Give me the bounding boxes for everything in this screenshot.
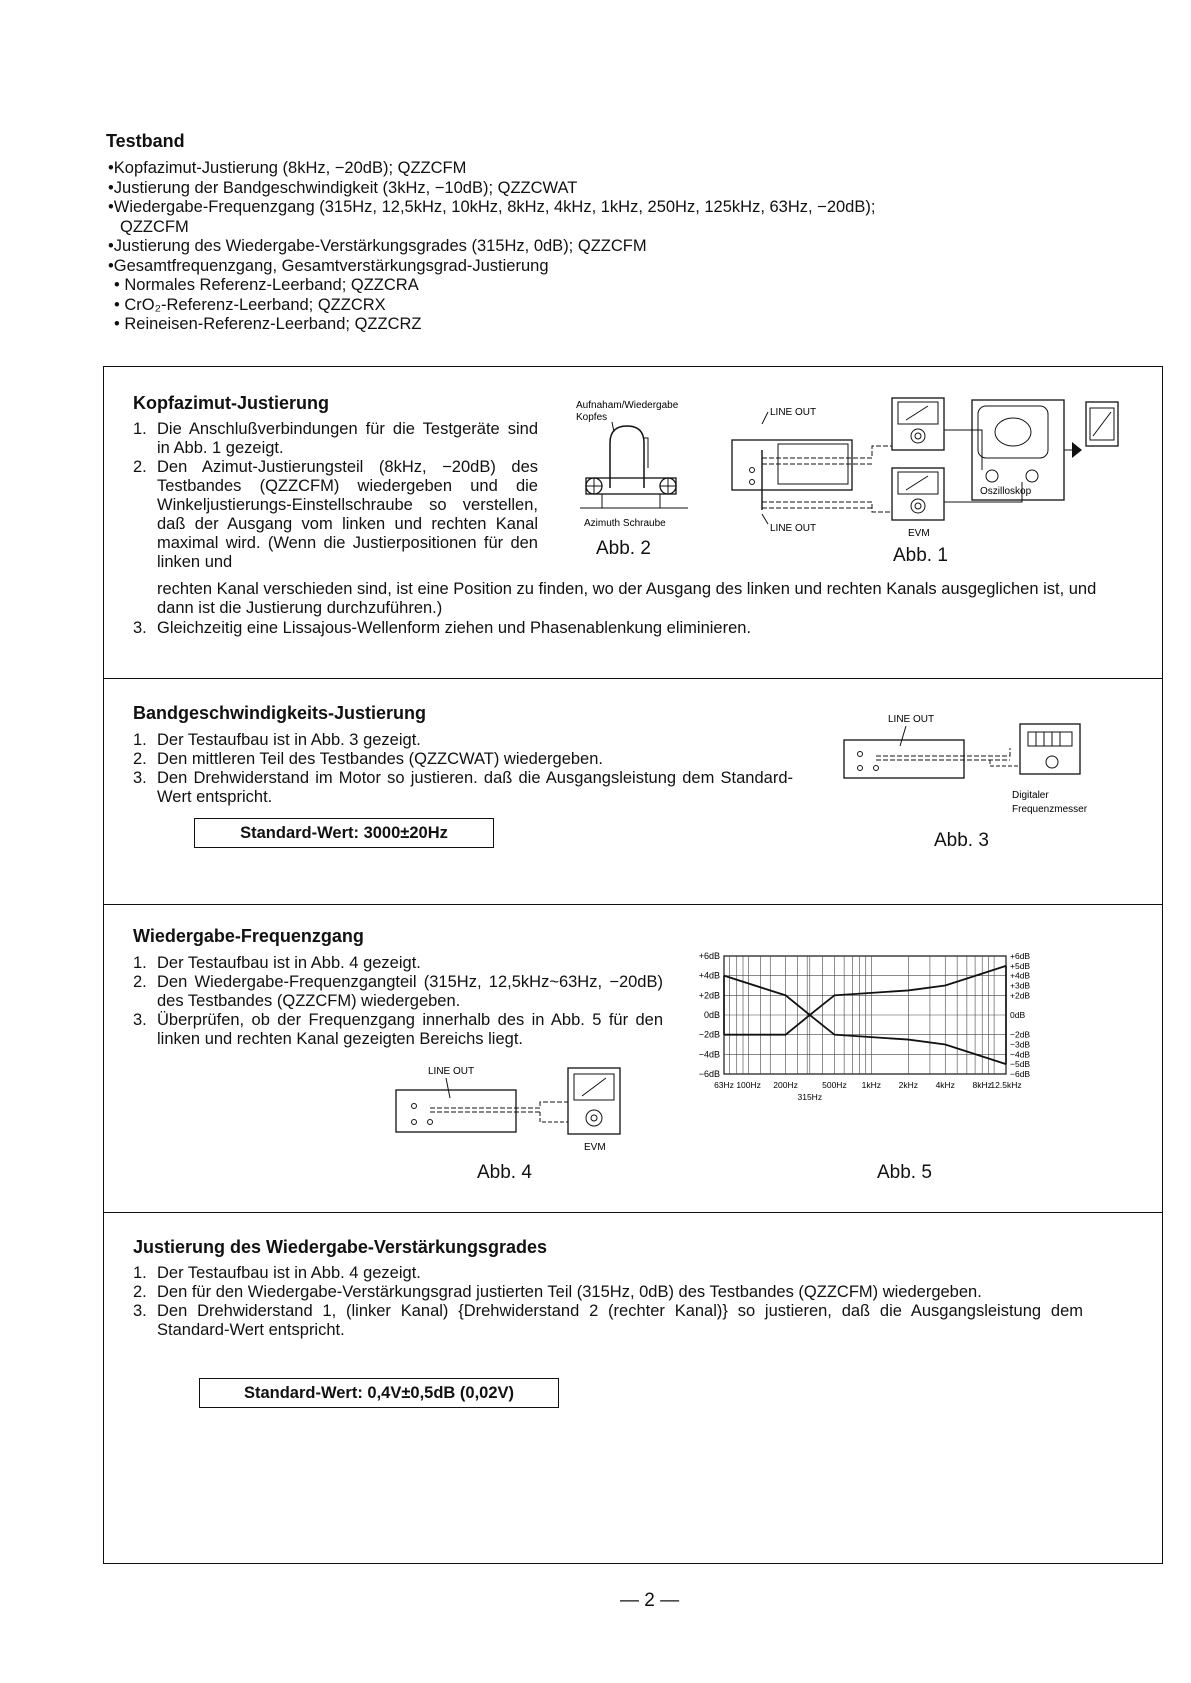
step-text-continued: rechten Kanal verschieden sind, ist eine Position zu finden, wo der Ausgang des linken und rechten Kanals ausgeglichen ist, und dann ist die Justierung durchzuführen.) — [157, 580, 1097, 617]
x-tick-label: 500Hz — [822, 1080, 847, 1090]
testband-item: •Wiedergabe-Frequenzgang (315Hz, 12,5kHz, 10kHz, 8kHz, 4kHz, 1kHz, 250Hz, 125kHz, 63Hz, −20dB); — [108, 198, 876, 216]
testband-title: Testband — [106, 131, 185, 151]
y-tick-label-right: +3dB — [1010, 980, 1031, 991]
step-item — [133, 750, 793, 769]
y-tick-label: −6dB — [698, 1069, 720, 1079]
upper-limit-line — [724, 966, 1006, 1015]
divider — [103, 678, 1163, 679]
testband-item: •Justierung des Wiedergabe-Verstärkungsgrades (315Hz, 0dB); QZZCFM — [108, 237, 647, 255]
testband-item: •Justierung der Bandgeschwindigkeit (3kHz, −10dB); QZZCWAT — [108, 178, 578, 197]
x-tick-label: 100Hz — [736, 1080, 761, 1090]
line-out-label: LINE OUT — [428, 1066, 475, 1077]
oscilloscope-label: Oszilloskop — [980, 486, 1032, 497]
step-item — [133, 619, 1093, 638]
step-text: Den Drehwiderstand im Motor so justieren. daß die Ausgangsleistung dem Standard-Wert entspricht. — [157, 769, 793, 806]
counter-label: Frequenzmesser — [1012, 804, 1088, 815]
head-diagram — [572, 398, 692, 533]
page-number: — 2 — — [620, 1590, 680, 1611]
step-number: 1. — [133, 731, 147, 749]
step-number: 2. — [133, 1283, 147, 1301]
y-tick-label-right: +6dB — [1010, 951, 1031, 961]
step-number: 3. — [133, 1011, 147, 1029]
step-number: 3. — [133, 619, 147, 637]
testband-item: QZZCFM — [120, 217, 189, 236]
y-tick-label-right: +4dB — [1010, 970, 1031, 981]
y-tick-label: +4dB — [698, 970, 720, 981]
line-out-label: LINE OUT — [770, 407, 817, 418]
testband-item: • CrO₂-Referenz-Leerband; QZZCRX — [114, 295, 386, 314]
line-out-label: LINE OUT — [888, 714, 935, 725]
lower-limit-line — [724, 1015, 1006, 1064]
step-text: Den Azimut-Justierungsteil (8kHz, −20dB) des Testbandes (QZZCFM) wiedergeben und die Winkeljustierungs-Einstellschraube so verstellen, daß der Ausgang vom linken und rechten Kanal maximal wird. (Wenn die Justierpositionen für den linken und — [157, 458, 538, 571]
y-tick-label: −4dB — [698, 1049, 720, 1060]
x-tick-label: 63Hz — [714, 1080, 734, 1090]
step-item — [133, 1011, 663, 1049]
section-title: Bandgeschwindigkeits-Justierung — [133, 703, 427, 723]
x-tick-label: 2kHz — [898, 1080, 919, 1090]
step-item — [133, 420, 538, 572]
step-item — [133, 1264, 1083, 1283]
y-tick-label-right: +2dB — [1010, 990, 1031, 1001]
step-number: 3. — [133, 769, 147, 787]
divider — [103, 904, 1163, 905]
step-item — [133, 973, 663, 1011]
step-text: Den Drehwiderstand 1, (linker Kanal) {Drehwiderstand 2 (rechter Kanal)} so justieren, daß die Ausgangsleistung dem Standard-Wert entspricht. — [157, 1302, 1083, 1339]
connection-diagram — [722, 390, 1122, 540]
step-number: 1. — [133, 1264, 147, 1282]
section-title: Kopfazimut-Justierung — [133, 393, 329, 413]
testband-item: •Kopfazimut-Justierung (8kHz, −20dB); QZZCFM — [108, 159, 467, 177]
x-tick-label: 1kHz — [861, 1080, 882, 1090]
y-tick-label: +2dB — [698, 990, 720, 1001]
figure-label: Abb. 3 — [934, 830, 989, 851]
step-list — [133, 1264, 1083, 1340]
step-number: 1. — [133, 954, 147, 972]
step-item — [133, 1302, 1083, 1340]
step-number: 3. — [133, 1302, 147, 1320]
step-text: Gleichzeitig eine Lissajous-Wellenform ziehen und Phasenablenkung eliminieren. — [157, 619, 752, 637]
step-text: Die Anschlußverbindungen für die Testgeräte sind in Abb. 1 gezeigt. — [157, 420, 538, 457]
divider — [103, 1212, 1163, 1213]
y-tick-label-right: 0dB — [1010, 1010, 1026, 1020]
head-label: Aufnaham/Wiedergabe — [576, 400, 679, 411]
section-title: Wiedergabe-Frequenzgang — [133, 926, 364, 946]
y-tick-label-right: −4dB — [1010, 1049, 1031, 1060]
standard-value-box: Standard-Wert: 3000±20Hz — [194, 818, 494, 848]
step-item — [133, 731, 793, 750]
x-tick-label: 315Hz — [797, 1092, 823, 1102]
y-tick-label: −2dB — [698, 1029, 720, 1040]
testband-item: • Normales Referenz-Leerband; QZZCRA — [114, 276, 419, 294]
figure-label: Abb. 1 — [893, 545, 948, 566]
y-tick-label: 0dB — [703, 1010, 720, 1020]
step-text: Den mittleren Teil des Testbandes (QZZCWAT) wiedergeben. — [157, 750, 603, 768]
testband-item: • Reineisen-Referenz-Leerband; QZZCRZ — [114, 315, 422, 333]
testband-list — [108, 159, 1048, 335]
step-list — [133, 954, 663, 1049]
step-number: 2. — [133, 973, 147, 991]
step-text: Der Testaufbau ist in Abb. 4 gezeigt. — [157, 954, 421, 972]
y-tick-label-right: −6dB — [1010, 1069, 1031, 1079]
x-tick-label: 200Hz — [773, 1080, 798, 1090]
step-number: 2. — [133, 750, 147, 768]
head-label: Kopfes — [576, 412, 608, 423]
figure-label: Abb. 2 — [596, 538, 651, 559]
step-text: Den für den Wiedergabe-Verstärkungsgrad justierten Teil (315Hz, 0dB) des Testbandes (QZZCFM) wiedergeben. — [157, 1283, 982, 1301]
step-text: Überprüfen, ob der Frequenzgang innerhalb des in Abb. 5 für den linken und rechten Kanal gezeigten Bereichs liegt. — [157, 1011, 663, 1048]
step-text: Den Wiedergabe-Frequenzgangteil (315Hz, 12,5kHz~63Hz, −20dB) des Testbandes (QZZCFM) wiedergeben. — [157, 973, 663, 1010]
evm-label: EVM — [908, 528, 930, 539]
figure-label: Abb. 5 — [877, 1162, 932, 1183]
step-number: 2. — [133, 458, 147, 476]
testband-item: •Gesamtfrequenzgang, Gesamtverstärkungsgrad-Justierung — [108, 256, 549, 275]
line-out-label: LINE OUT — [770, 523, 817, 534]
step-item — [133, 954, 663, 973]
x-tick-label: 8kHz — [972, 1080, 992, 1090]
y-tick-label-right: −5dB — [1010, 1059, 1031, 1070]
screw-label: Azimuth Schraube — [584, 518, 666, 529]
evm-label: EVM — [584, 1142, 606, 1153]
y-tick-label-right: +5dB — [1010, 960, 1031, 971]
evm-diagram — [390, 1062, 630, 1154]
step-item — [133, 1283, 1083, 1302]
y-tick-label: +6dB — [698, 951, 720, 961]
frequency-counter-diagram — [840, 712, 1100, 822]
frequency-response-chart — [690, 950, 1120, 1155]
figure-label: Abb. 4 — [477, 1162, 532, 1183]
section-title: Justierung des Wiedergabe-Verstärkungsgrades — [133, 1237, 547, 1257]
y-tick-label-right: −2dB — [1010, 1029, 1031, 1040]
x-tick-label: 12.5kHz — [990, 1080, 1022, 1090]
step-number: 1. — [133, 420, 147, 438]
step-list — [133, 731, 793, 807]
step-text: Der Testaufbau ist in Abb. 3 gezeigt. — [157, 731, 421, 749]
counter-label: Digitaler — [1012, 790, 1049, 801]
x-tick-label: 4kHz — [935, 1080, 955, 1090]
step-item — [133, 769, 793, 807]
y-tick-label-right: −3dB — [1010, 1039, 1031, 1050]
standard-value-box: Standard-Wert: 0,4V±0,5dB (0,02V) — [199, 1378, 559, 1408]
step-text: Der Testaufbau ist in Abb. 4 gezeigt. — [157, 1264, 421, 1282]
